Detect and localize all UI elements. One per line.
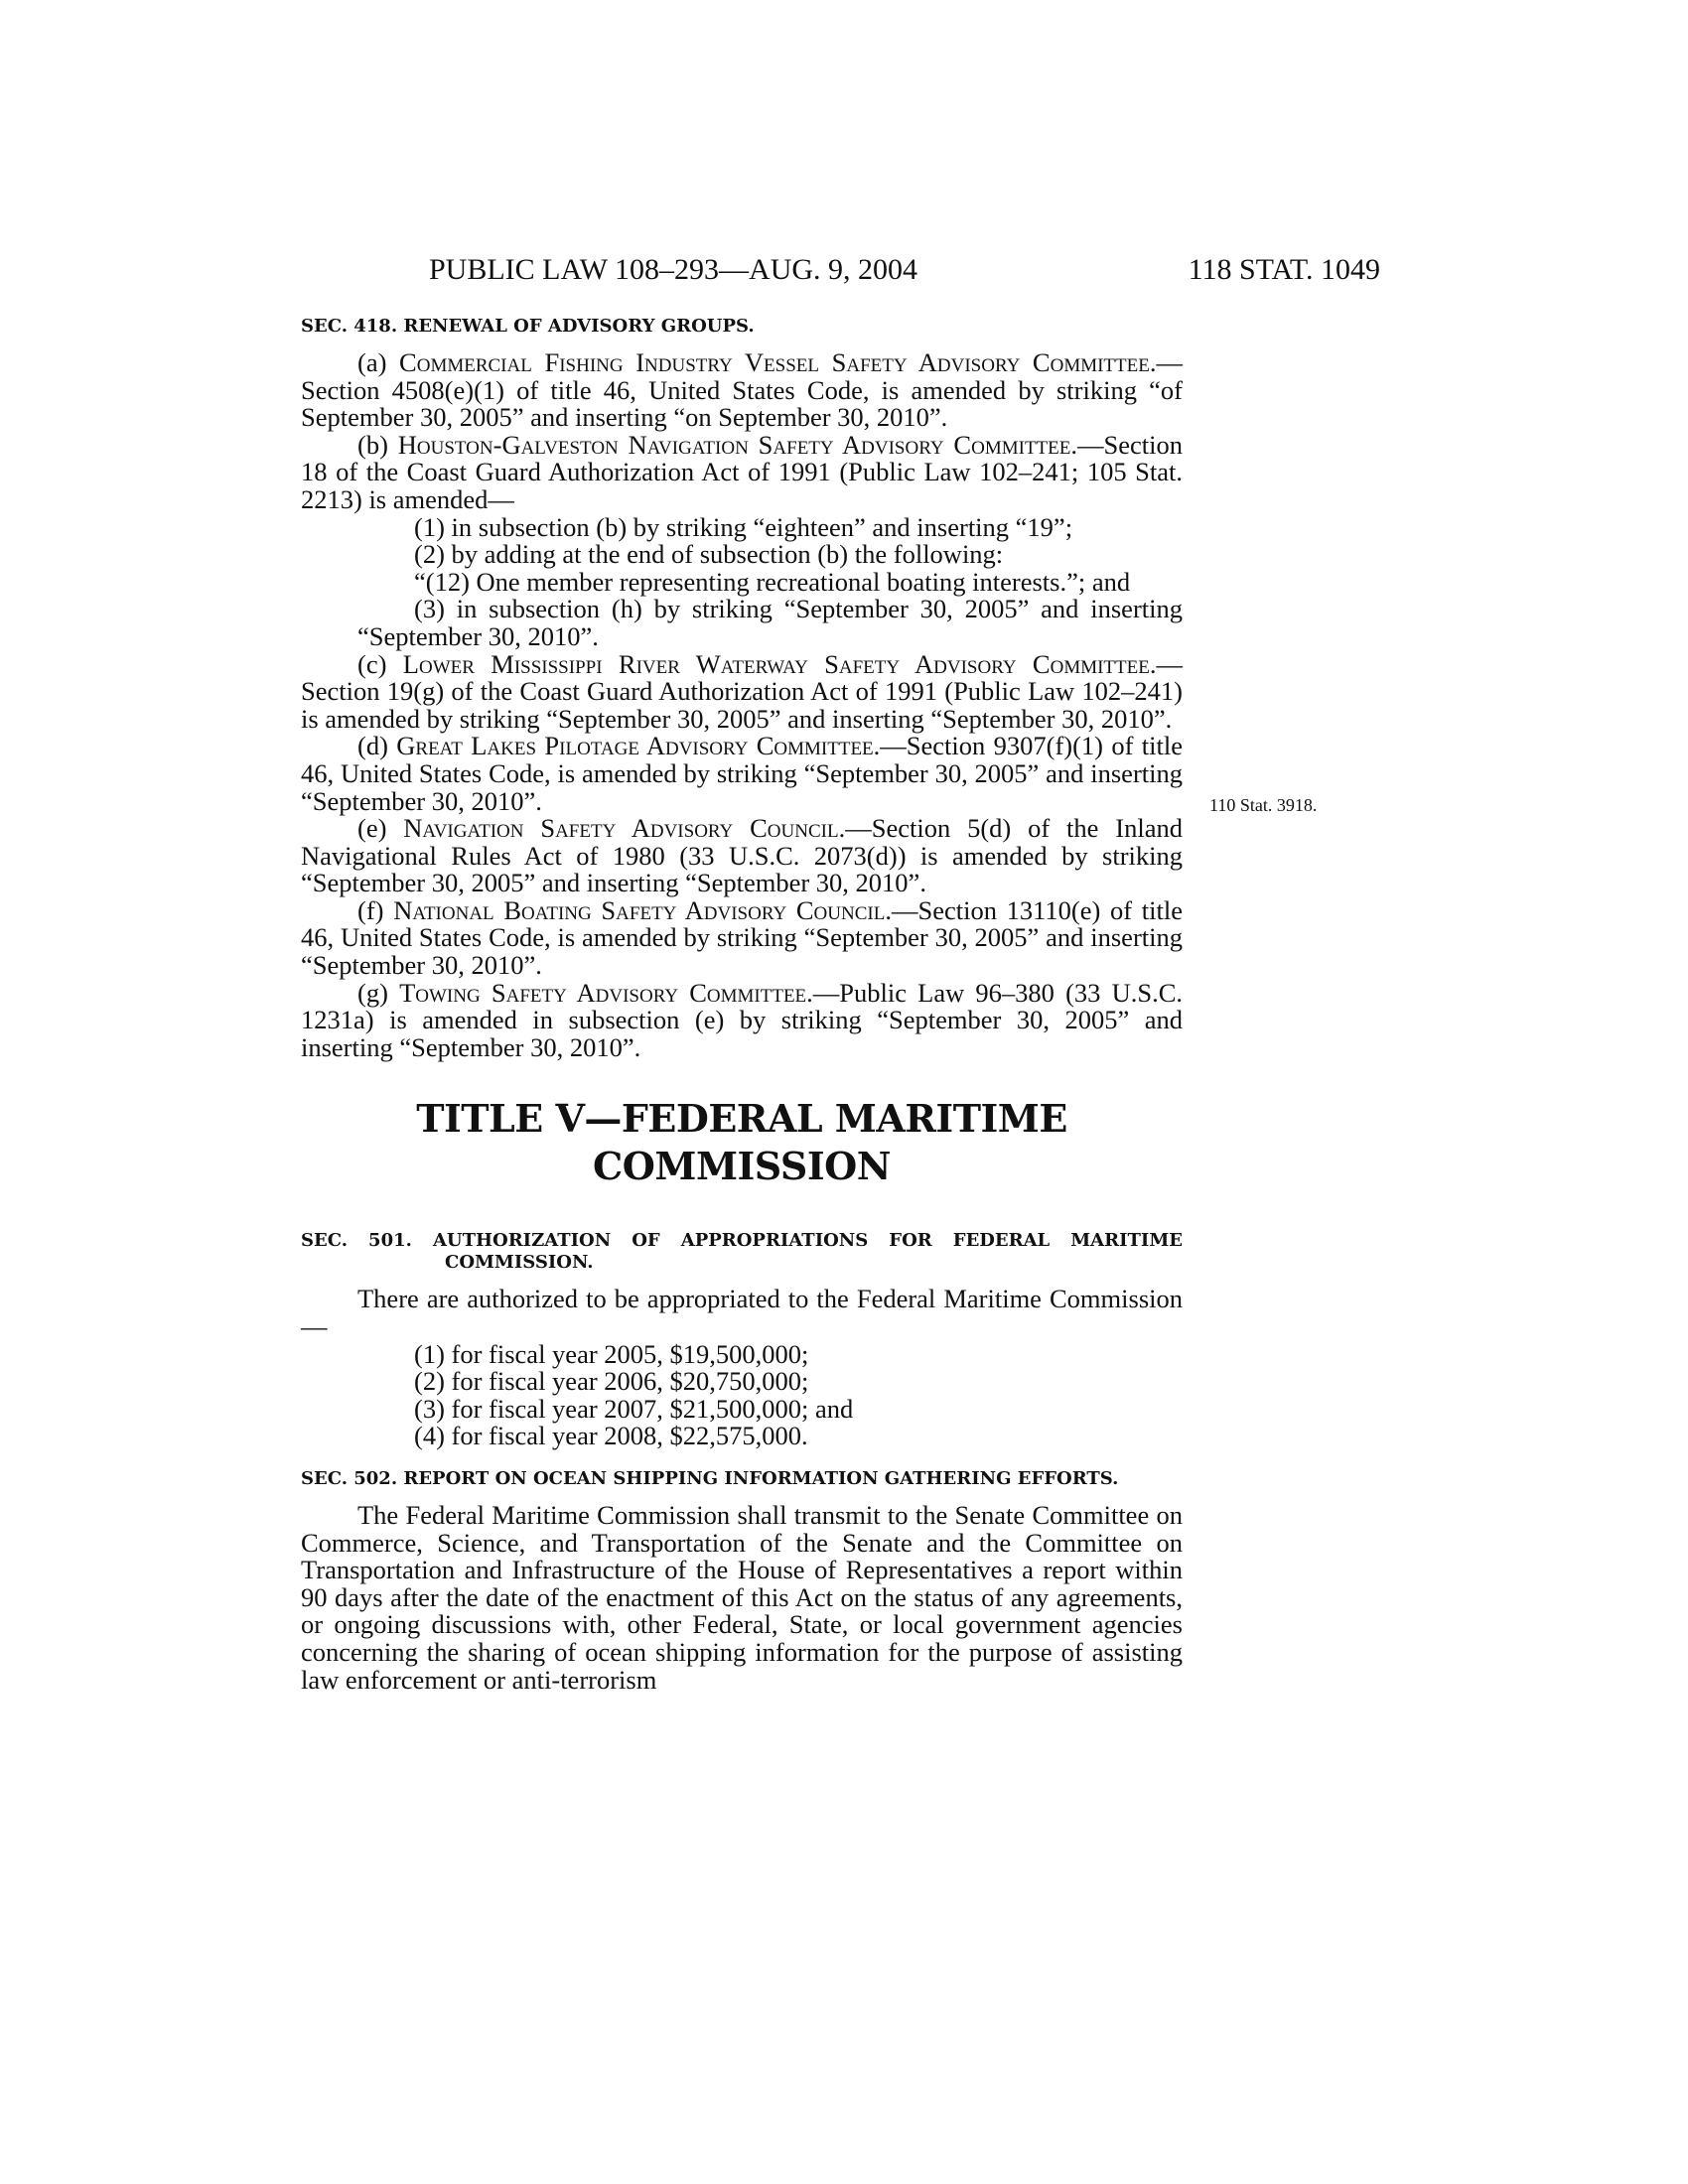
body-text <box>301 316 1183 1694</box>
subsection-heading: Commercial Fishing Industry Vessel Safety Advisory Committee <box>399 347 1150 377</box>
appropriation-item: (1) for fiscal year 2005, $19,500,000; <box>414 1338 809 1369</box>
appropriation-item: (2) for fiscal year 2006, $20,750,000; <box>414 1366 809 1397</box>
section-418-b-1: (1) in subsection (b) by striking “eighteen” and inserting “19”; <box>414 511 1073 542</box>
section-418-b-3: (3) in subsection (h) by striking “September 30, 2005” and inserting “September 30, 2010”. <box>357 594 1183 651</box>
subsection-heading: National Boating Safety Advisory Council <box>393 894 886 925</box>
section-418-heading: SEC. 418. RENEWAL OF ADVISORY GROUPS. <box>301 316 755 337</box>
subsection-heading: Lower Mississippi River Waterway Safety Advisory Committee <box>402 648 1150 679</box>
margin-note: 110 Stat. 3918. <box>1209 795 1318 815</box>
section-501-intro: There are authorized to be appropriated to the Federal Maritime Commission— <box>301 1284 1183 1342</box>
title-line-1: TITLE V—FEDERAL MARITIME <box>416 1096 1067 1142</box>
section-501-heading: SEC. 501. AUTHORIZATION OF APPROPRIATIONS FOR FEDERAL MARITIME COMMISSION. <box>301 1230 1183 1274</box>
section-502-text: The Federal Maritime Commission shall transmit to the Senate Committee on Commerce, Science, and Transportation of the Senate and the Committee on Transportation and Infrastructure of the House of Representatives a report within 90 days after the date of the enactment of this Act on the status of any agreements, or ongoing discussions with, other Federal, State, or local government agencies concerning the sharing of ocean shipping information for the purpose of assisting law enforcement or anti-terrorism <box>301 1500 1183 1695</box>
section-418-f: (f) National Boating Safety Advisory Council.—Section 13110(e) of title 46, United States Code, is amended by striking “September 30, 2005” and inserting “September 30, 2010”. <box>301 894 1184 981</box>
section-418-b-2-quote: “(12) One member representing recreational boating interests.”; and <box>414 566 1131 597</box>
subsection-heading: Houston-Galveston Navigation Safety Advisory Committee <box>397 429 1071 460</box>
title-line-2: COMMISSION <box>593 1144 891 1189</box>
running-title: PUBLIC LAW 108–293—AUG. 9, 2004 <box>429 253 918 286</box>
section-418-d: (d) Great Lakes Pilotage Advisory Committee.—Section 9307(f)(1) of title 46, United States Code, is amended by striking “September 30, 2005” and inserting “September 30, 2010”. <box>301 731 1184 816</box>
subsection-heading: Navigation Safety Advisory Council <box>403 813 839 844</box>
subsection-heading: Towing Safety Advisory Committee <box>399 977 807 1008</box>
section-418-e: (e) Navigation Safety Advisory Council.—Section 5(d) of the Inland Navigational Rules Act of 1980 (33 U.S.C. 2073(d)) is amended by striking “September 30, 2005” and inserting “September 30, 2010”. <box>301 813 1183 898</box>
section-418-g: (g) Towing Safety Advisory Committee.—Public Law 96–380 (33 U.S.C. 1231a) is amended in subsection (e) by striking “September 30, 2005” and inserting “September 30, 2010”. <box>301 977 1183 1062</box>
section-418-b: (b) Houston-Galveston Navigation Safety Advisory Committee.—Section 18 of the Coast Guard Authorization Act of 1991 (Public Law 102–241; 105 Stat. 2213) is amended— <box>301 429 1183 514</box>
section-418-c: (c) Lower Mississippi River Waterway Safety Advisory Committee.—Section 19(g) of the Coast Guard Authorization Act of 1991 (Public Law 102–241) is amended by striking “September 30, 2005” and inserting “September 30, 2010”. <box>301 648 1183 734</box>
section-418-a: (a) Commercial Fishing Industry Vessel Safety Advisory Committee.—Section 4508(e)(1) of title 46, United States Code, is amended by striking “of September 30, 2005” and inserting “on September 30, 2010”. <box>301 347 1183 433</box>
subsection-heading: Great Lakes Pilotage Advisory Committee <box>396 731 874 761</box>
section-502-heading: SEC. 502. REPORT ON OCEAN SHIPPING INFORMATION GATHERING EFFORTS. <box>301 1468 1119 1489</box>
page-header <box>429 250 1380 290</box>
section-418-b-2: (2) by adding at the end of subsection (b) the following: <box>414 539 1004 570</box>
appropriation-item: (3) for fiscal year 2007, $21,500,000; and <box>414 1393 854 1424</box>
statute-citation: 118 STAT. 1049 <box>1188 253 1380 286</box>
appropriation-item: (4) for fiscal year 2008, $22,575,000. <box>414 1421 808 1451</box>
title-v-heading <box>301 1095 1183 1190</box>
